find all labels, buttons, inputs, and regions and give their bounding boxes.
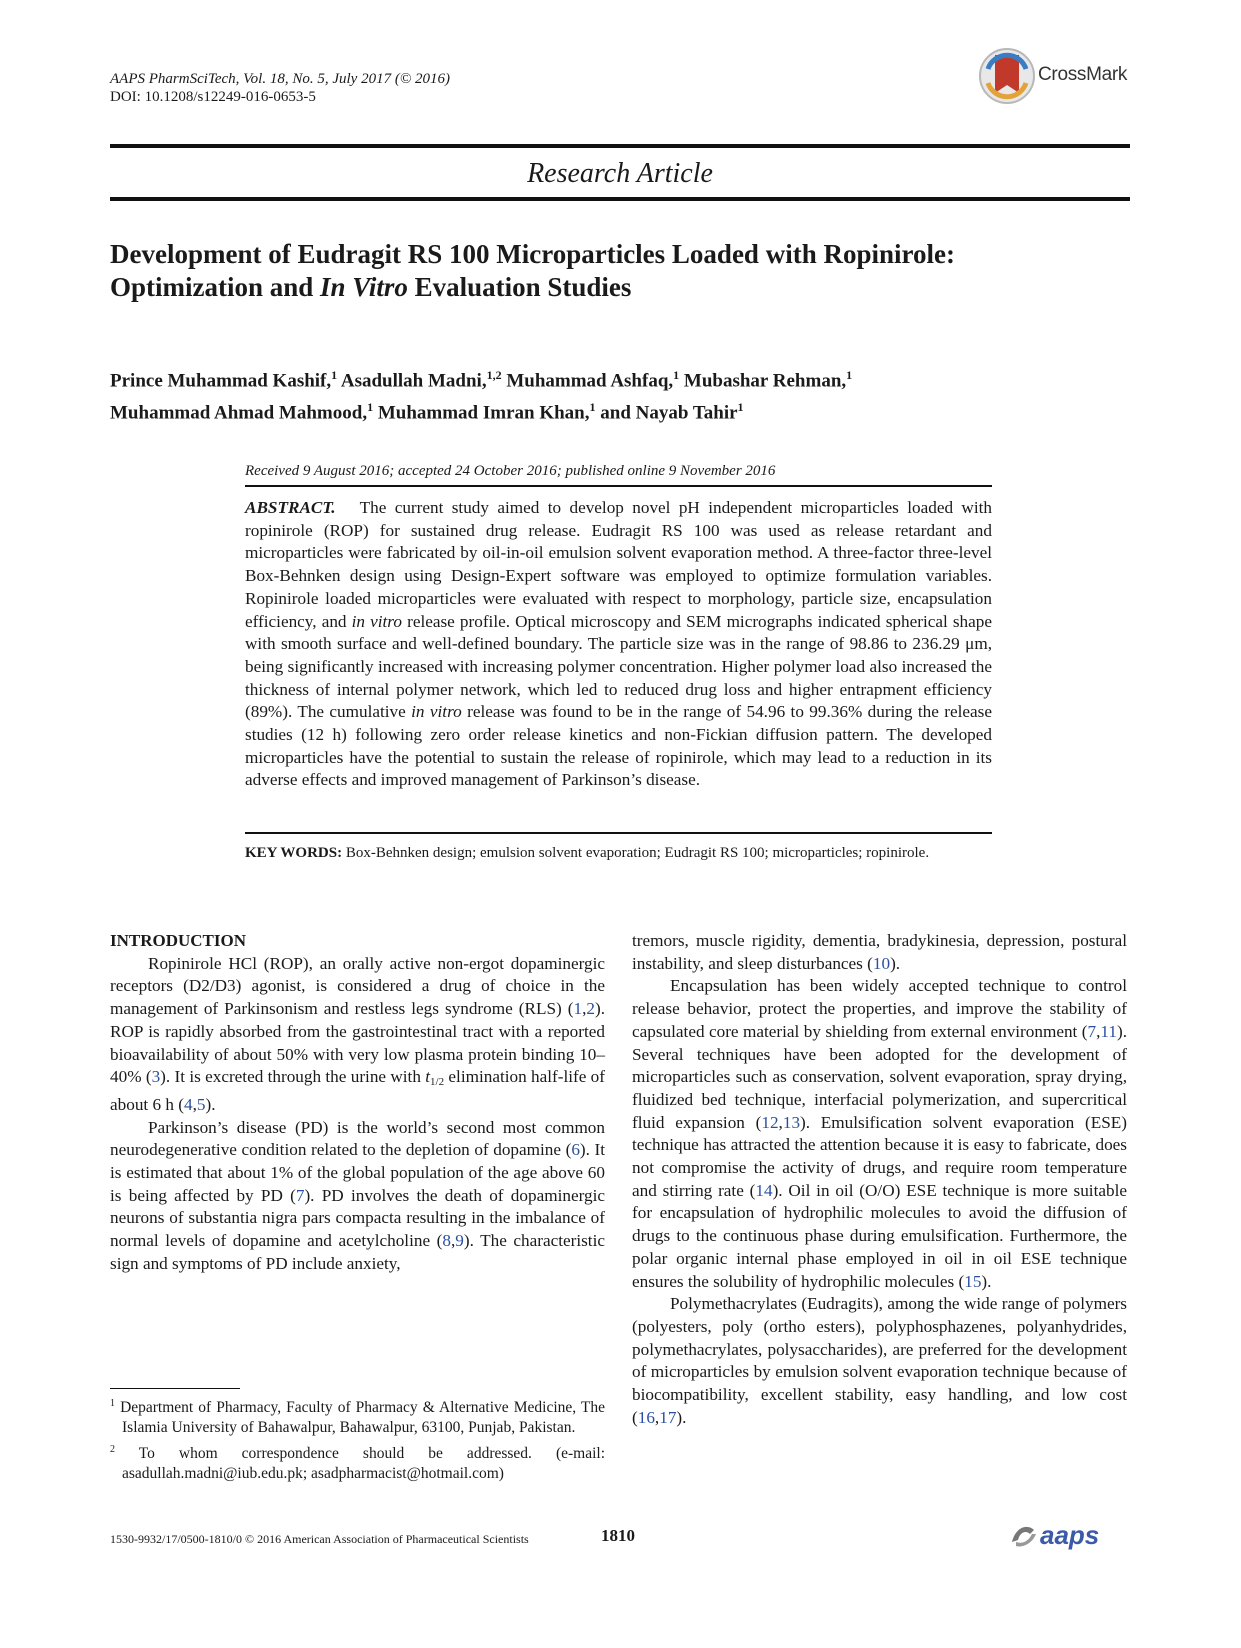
footnote-rule [110, 1388, 240, 1389]
citation-link[interactable]: 6 [571, 1140, 580, 1160]
abstract-label: ABSTRACT. [245, 498, 336, 517]
footnote: $^2$ To whom correspondence should be addressed. (e-mail: asadullah.madni@iub.edu.pk; asadpharmacist@hotmail.com) [110, 1444, 605, 1483]
citation-link[interactable]: 7 [295, 1185, 305, 1205]
citation-link[interactable]: 13 [782, 1112, 801, 1132]
citation-link[interactable]: 15 [964, 1271, 982, 1291]
citation-link[interactable]: 8 [442, 1231, 451, 1251]
abstract-bottom-rule [245, 832, 992, 834]
keywords-label: KEY WORDS: [245, 845, 343, 861]
citation-link[interactable]: 16 [637, 1407, 655, 1427]
author: Muhammad Imran Khan, [377, 402, 590, 424]
citation-link[interactable]: 12 [761, 1112, 779, 1132]
section-heading-introduction: INTRODUCTION [110, 931, 247, 950]
author: Prince Muhammad Kashif, [110, 370, 332, 392]
authors-line-2: Muhammad Ahmad Mahmood,$^1$ Muhammad Imran Khan,$^1$ and Nayab Tahir$^1$ [110, 400, 744, 424]
author: Muhammad Ashfaq, [506, 370, 674, 392]
citation-link[interactable]: 7 [1087, 1021, 1097, 1041]
aaps-logo-icon [1008, 1520, 1130, 1550]
page-number: 1810 [601, 1526, 635, 1545]
footnotes [110, 1394, 605, 1486]
citation-link[interactable]: 4 [184, 1094, 193, 1114]
paragraph: Ropinirole HCl (ROP), an orally active non-ergot dopaminergic receptors (D2/D3) agonist, is considered a drug of choice in the management of Parkinsonism and restless legs syndrome (RLS) (1,2). ROP is rapidly absorbed from the gastrointestinal tract with a reported bioavailability of about 50% with very low plasma protein binding 10–40% (3). It is excreted through the urine with $t_{1/2}$ elimination half-life of about 6 h (4,5). [110, 953, 606, 1114]
paragraph: Encapsulation has been widely accepted technique to control release behavior, protect the properties, and improve the stability of capsulated core material by shielding from external environment (7,11). Several techniques have been adopted for the development of microparticles such as conservation, solvent evaporation, spray drying, fluidized bed technique, interfacial polymerization, and supercritical fluid expansion (12,13). Emulsification solvent evaporation (ESE) technique has attracted the attention because it is easy to fabricate, does not compromise the activity of drugs, and require room temperature and stirring rate (14). Oil in oil (O/O) ESE technique is more suitable for encapsulation of hydrophilic molecules to avoid the diffusion of drugs to the continuous phase during emulsification. Furthermore, the polar organic internal phase employed in oil in oil ESE technique ensures the solubility of hydrophilic molecules (15). [632, 976, 1127, 1291]
section-rule [110, 197, 1130, 201]
crossmark-icon [978, 47, 1036, 105]
paragraph: tremors, muscle rigidity, dementia, bradykinesia, depression, postural instability, and sleep disturbances (10). [632, 931, 1127, 973]
title-line-2: Optimization and In Vitro Evaluation Studies [110, 272, 632, 302]
doi[interactable]: DOI: 10.1208/s12249-016-0653-5 [110, 89, 316, 105]
aaps-logo [1008, 1520, 1130, 1550]
author: Mubashar Rehman, [683, 370, 847, 392]
received-dates: Received 9 August 2016; accepted 24 October 2016; published online 9 November 2016 [245, 463, 776, 479]
section-label: Research Article [527, 158, 713, 189]
citation-link[interactable]: 5 [196, 1094, 206, 1114]
copyright-line: 1530-9932/17/0500-1810/0 © 2016 American Association of Pharmaceutical Scientists [110, 1532, 529, 1546]
citation-link[interactable]: 10 [872, 953, 891, 973]
author: and Nayab Tahir [600, 402, 738, 424]
column-right [632, 930, 1127, 1429]
footnote: $^1$ Department of Pharmacy, Faculty of Pharmacy & Alternative Medicine, The Islamia University of Bahawalpur, Bahawalpur, 63100, Punjab, Pakistan. [110, 1398, 606, 1437]
paragraph: Parkinson’s disease (PD) is the world’s second most common neurodegenerative condition related to the depletion of dopamine (6). It is estimated that about 1% of the global population of the age above 60 is being affected by PD (7). PD involves the death of dopaminergic neurons of substantia nigra pars compacta resulting in the imbalance of normal levels of dopamine and acetylcholine (8,9). The characteristic sign and symptoms of PD include anxiety, [110, 1117, 605, 1273]
column-left [110, 930, 605, 1276]
abstract-top-rule [245, 485, 992, 487]
journal-name: AAPS PharmSciTech, Vol. 18, No. 5, July 2017 (© 2016) [110, 71, 450, 87]
title-line-1: Development of Eudragit RS 100 Microparticles Loaded with Ropinirole: [110, 239, 955, 269]
journal-citation [110, 70, 450, 106]
citation-link[interactable]: 14 [755, 1180, 773, 1200]
authors-line-1: Prince Muhammad Kashif,$^1$ Asadullah Madni,$^{1,2}$ Muhammad Ashfaq,$^1$ Mubashar Rehman,$^1$ [110, 368, 853, 392]
author-list [110, 362, 1130, 427]
abstract: ABSTRACT. The current study aimed to develop novel pH independent microparticles loaded with ropinirole (ROP) for sustained drug release. Eudragit RS 100 was used as release retardant and microparticles were fabricated by oil-in-oil emulsion solvent evaporation method. A three-factor three-level Box-Behnken design using Design-Expert software was employed to optimize formulation variables. Ropinirole loaded microparticles were evaluated with respect to morphology, particle size, encapsulation efficiency, and in vitro release profile. Optical microscopy and SEM micrographs indicated spherical shape with smooth surface and well-defined boundary. The particle size was in the range of 98.86 to 236.29 μm, being significantly increased with increasing polymer concentration. Higher polymer load also increased the thickness of internal polymer network, which led to reduced drug loss and higher entrapment efficiency (89%). The cumulative in vitro release was found to be in the range of 54.96 to 99.36% during the release studies (12 h) following zero order release kinetics and non-Fickian diffusion pattern. The developed microparticles have the potential to sustain the release of ropinirole, which may lead to a reduction in its adverse effects and improved management of Parkinson’s disease. [245, 498, 993, 790]
citation-link[interactable]: 1 [573, 999, 583, 1019]
citation-link[interactable]: 17 [659, 1407, 677, 1427]
citation-link[interactable]: 3 [151, 1067, 161, 1087]
citation-link[interactable]: 11 [1100, 1021, 1117, 1041]
paragraph: Polymethacrylates (Eudragits), among the wide range of polymers (polyesters, poly (ortho esters), polyphosphazenes, polyanhydrides, polymethacrylates, polysaccharides), are preferred for the development of microparticles by emulsion solvent evaporation technique because of biocompatibility, excellent stability, easy handling, and low cost (16,17). [632, 1294, 1127, 1427]
author: Asadullah Madni, [340, 370, 487, 392]
citation-link[interactable]: 9 [455, 1231, 464, 1251]
top-rule [110, 144, 1130, 148]
keywords: KEY WORDS: Box-Behnken design; emulsion solvent evaporation; Eudragit RS 100; microparticles; ropinirole. [245, 845, 930, 861]
author: Muhammad Ahmad Mahmood, [110, 402, 368, 424]
article-title [110, 238, 1130, 304]
citation-link[interactable]: 2 [586, 999, 595, 1019]
crossmark-badge[interactable] [978, 47, 1138, 105]
aaps-logo-text: aaps [1040, 1520, 1100, 1550]
crossmark-label: CrossMark [1038, 64, 1128, 85]
